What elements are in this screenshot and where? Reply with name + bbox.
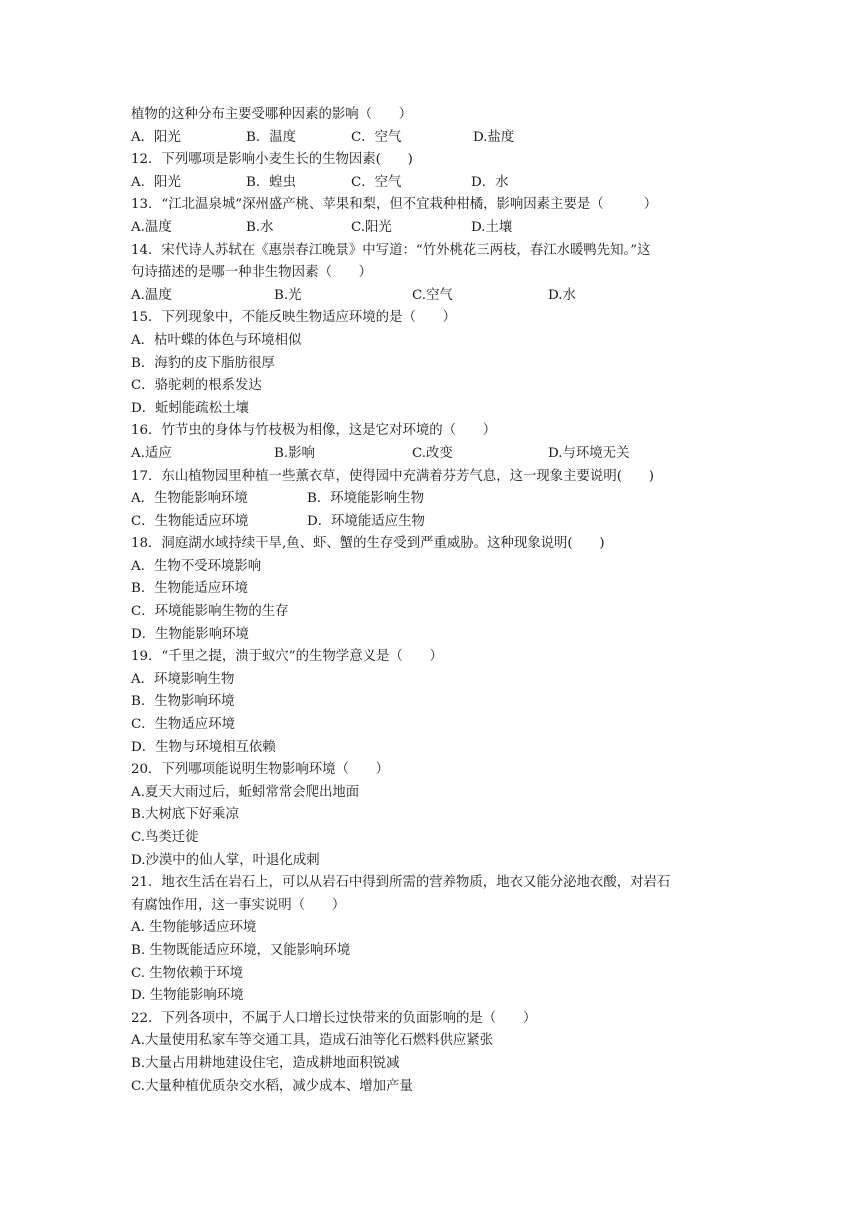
option-c: C. 生物依赖于环境 [131, 965, 244, 981]
question-stem-11-continued: 植物的这种分布主要受哪种因素的影响（ ） [131, 107, 413, 122]
option-b: B.大树底下好乘凉 [131, 807, 239, 823]
option-b: B．生物影响环境 [131, 694, 235, 710]
option-c: C.阳光 [351, 219, 392, 235]
options-q17-row2 [131, 511, 741, 534]
option-d: D.与环境无关 [548, 445, 630, 461]
options-q12 [131, 172, 741, 195]
question-12: 12．下列哪项是影响小麦生长的生物因素( ) [131, 152, 413, 168]
option-b: B. 生物既能适应环境，又能影响环境 [131, 942, 351, 958]
options-q11 [131, 127, 741, 150]
question-16: 16．竹节虫的身体与竹枝极为相像，这是它对环境的（ ） [131, 423, 497, 439]
option-c: C．骆驼刺的根系发达 [131, 378, 262, 394]
options-q14 [131, 285, 741, 308]
option-d: D.土壤 [471, 219, 513, 235]
option-b: B．生物能适应环境 [131, 581, 248, 597]
question-20: 20．下列哪项能说明生物影响环境（ ） [131, 762, 390, 778]
option-c: C.鸟类迁徙 [131, 830, 199, 845]
options-q16 [131, 443, 741, 466]
option-b: B．环境能影响生物 [307, 491, 424, 507]
option-a: A．环境影响生物 [131, 671, 235, 687]
options-q17-row1 [131, 488, 741, 511]
option-a: A．阳光 [131, 129, 181, 145]
option-c: C.大量种植优质杂交水稻，减少成本、增加产量 [131, 1078, 413, 1094]
question-21: 21．地衣生活在岩石上，可以从岩石中得到所需的营养物质，地衣又能分泌地衣酸，对岩石 [131, 875, 671, 891]
option-d: D．生物与环境相互依赖 [131, 739, 276, 755]
option-c: C．生物适应环境 [131, 717, 235, 733]
option-a: A. 生物能够适应环境 [131, 920, 257, 936]
question-13: 13．“江北温泉城”深州盛产桃、苹果和梨，但不宜栽种柑橘，影响因素主要是（ ） [131, 197, 658, 213]
option-b: B.影响 [274, 445, 315, 461]
option-a: A.夏天大雨过后，蚯蚓常常会爬出地面 [131, 784, 360, 800]
question-15: 15．下列现象中，不能反映生物适应环境的是（ ） [131, 310, 457, 326]
option-c: C．生物能适应环境 [131, 513, 249, 529]
option-b: B.水 [246, 219, 274, 235]
option-a: A．阳光 [131, 174, 181, 190]
option-c: C．空气 [351, 129, 402, 145]
question-body [131, 104, 741, 1098]
option-c: C.改变 [412, 445, 453, 461]
option-b: B.光 [274, 287, 302, 303]
question-17: 17．东山植物园里种植一些薰衣草，使得园中充满着芬芳气息，这一现象主要说明( ) [131, 468, 654, 484]
option-c: C．环境能影响生物的生存 [131, 604, 289, 620]
option-b: B．海豹的皮下脂肪很厚 [131, 355, 275, 371]
question-14: 14．宋代诗人苏轼在《惠崇春江晚景》中写道：“竹外桃花三两枝，春江水暖鸭先知。”这 [131, 242, 651, 258]
option-d: D．生物能影响环境 [131, 626, 249, 642]
question-19: 19．“千里之提，溃于蚁穴”的生物学意义是（ ） [131, 649, 443, 665]
option-c: C.空气 [412, 287, 453, 303]
options-q13 [131, 217, 741, 240]
option-a: A.温度 [131, 219, 172, 235]
option-b: B．温度 [246, 129, 297, 145]
option-a: A．枯叶蝶的体色与环境相似 [131, 332, 302, 348]
question-18: 18．洞庭湖水域持续干旱,鱼、虾、蟹的生存受到严重威胁。这种现象说明( ) [131, 536, 605, 552]
option-b: B．蝗虫 [246, 174, 297, 190]
option-b: B.大量占用耕地建设住宅，造成耕地面积锐减 [131, 1055, 400, 1071]
option-d: D.水 [548, 287, 576, 303]
option-a: A．生物不受环境影响 [131, 558, 262, 574]
question-14-continued: 句诗描述的是哪一种非生物因素（ ） [131, 265, 373, 281]
option-a: A.大量使用私家车等交通工具，造成石油等化石燃料供应紧张 [131, 1033, 494, 1049]
question-21-continued: 有腐蚀作用，这一事实说明（ ） [131, 897, 346, 913]
option-a: A.温度 [131, 287, 172, 303]
option-c: C．空气 [351, 174, 402, 190]
option-d: D.盐度 [473, 129, 515, 145]
option-d: D．水 [471, 174, 509, 190]
option-a: A.适应 [131, 445, 172, 461]
option-d: D. 生物能影响环境 [131, 988, 244, 1004]
option-a: A．生物能影响环境 [131, 491, 248, 507]
option-d: D.沙漠中的仙人掌，叶退化成刺 [131, 852, 320, 868]
option-d: D．蚯蚓能疏松土壤 [131, 400, 249, 416]
option-d: D．环境能适应生物 [307, 513, 425, 529]
question-22: 22．下列各项中，不属于人口增长过快带来的负面影响的是（ ） [131, 1010, 537, 1026]
